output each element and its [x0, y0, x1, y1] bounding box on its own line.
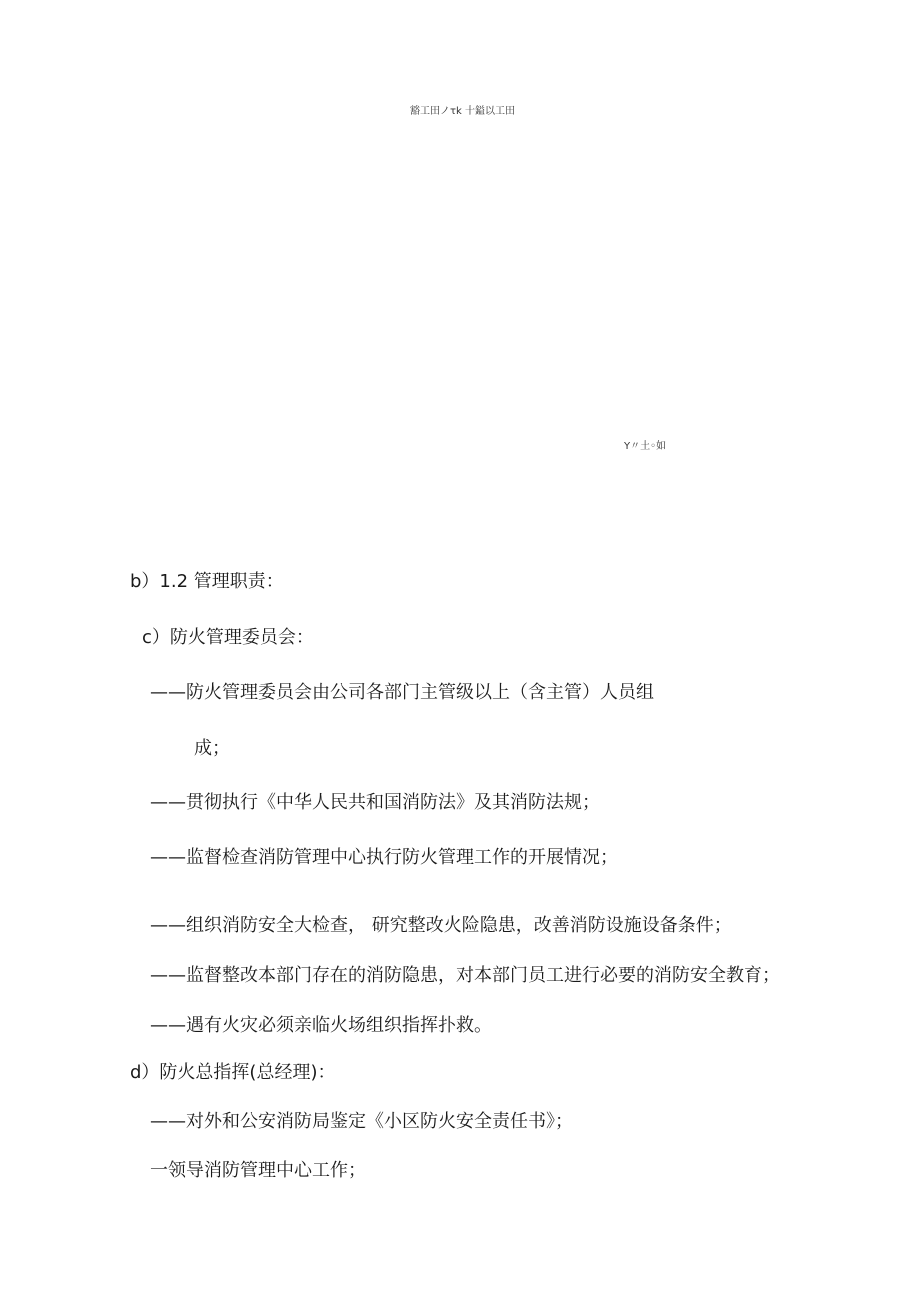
duty-item: ——组织消防安全大检查， 研究整改火险隐患，改善消防设施设备条件；	[150, 915, 732, 936]
duty-item: ——监督整改本部门存在的消防隐患，对本部门员工进行必要的消防安全教育；	[150, 965, 780, 986]
section-heading-b: b）1.2 管理职责：	[130, 571, 284, 592]
duty-item: ——监督检查消防管理中心执行防火管理工作的开展情况；	[150, 847, 618, 868]
duty-item: 一领导消防管理中心工作；	[150, 1160, 366, 1181]
duty-item-continuation: 成；	[194, 738, 230, 759]
duty-item: ——遇有火灾必须亲临火场组织指挥扑救。	[150, 1015, 492, 1036]
duty-item: ——防火管理委员会由公司各部门主管级以上（含主管）人员组	[150, 682, 654, 703]
section-heading-c: c）防火管理委员会：	[142, 627, 314, 648]
garbled-note-text: Y〃土◦如	[624, 441, 667, 452]
duty-item: ——贯彻执行《中华人民共和国消防法》及其消防法规；	[150, 792, 600, 813]
section-heading-d: d）防火总指挥(总经理)：	[130, 1062, 336, 1083]
garbled-header-text: 豁工田ノτk 十鎰以工田	[410, 106, 515, 117]
duty-item: ——对外和公安消防局鉴定《小区防火安全责任书》；	[150, 1111, 573, 1132]
